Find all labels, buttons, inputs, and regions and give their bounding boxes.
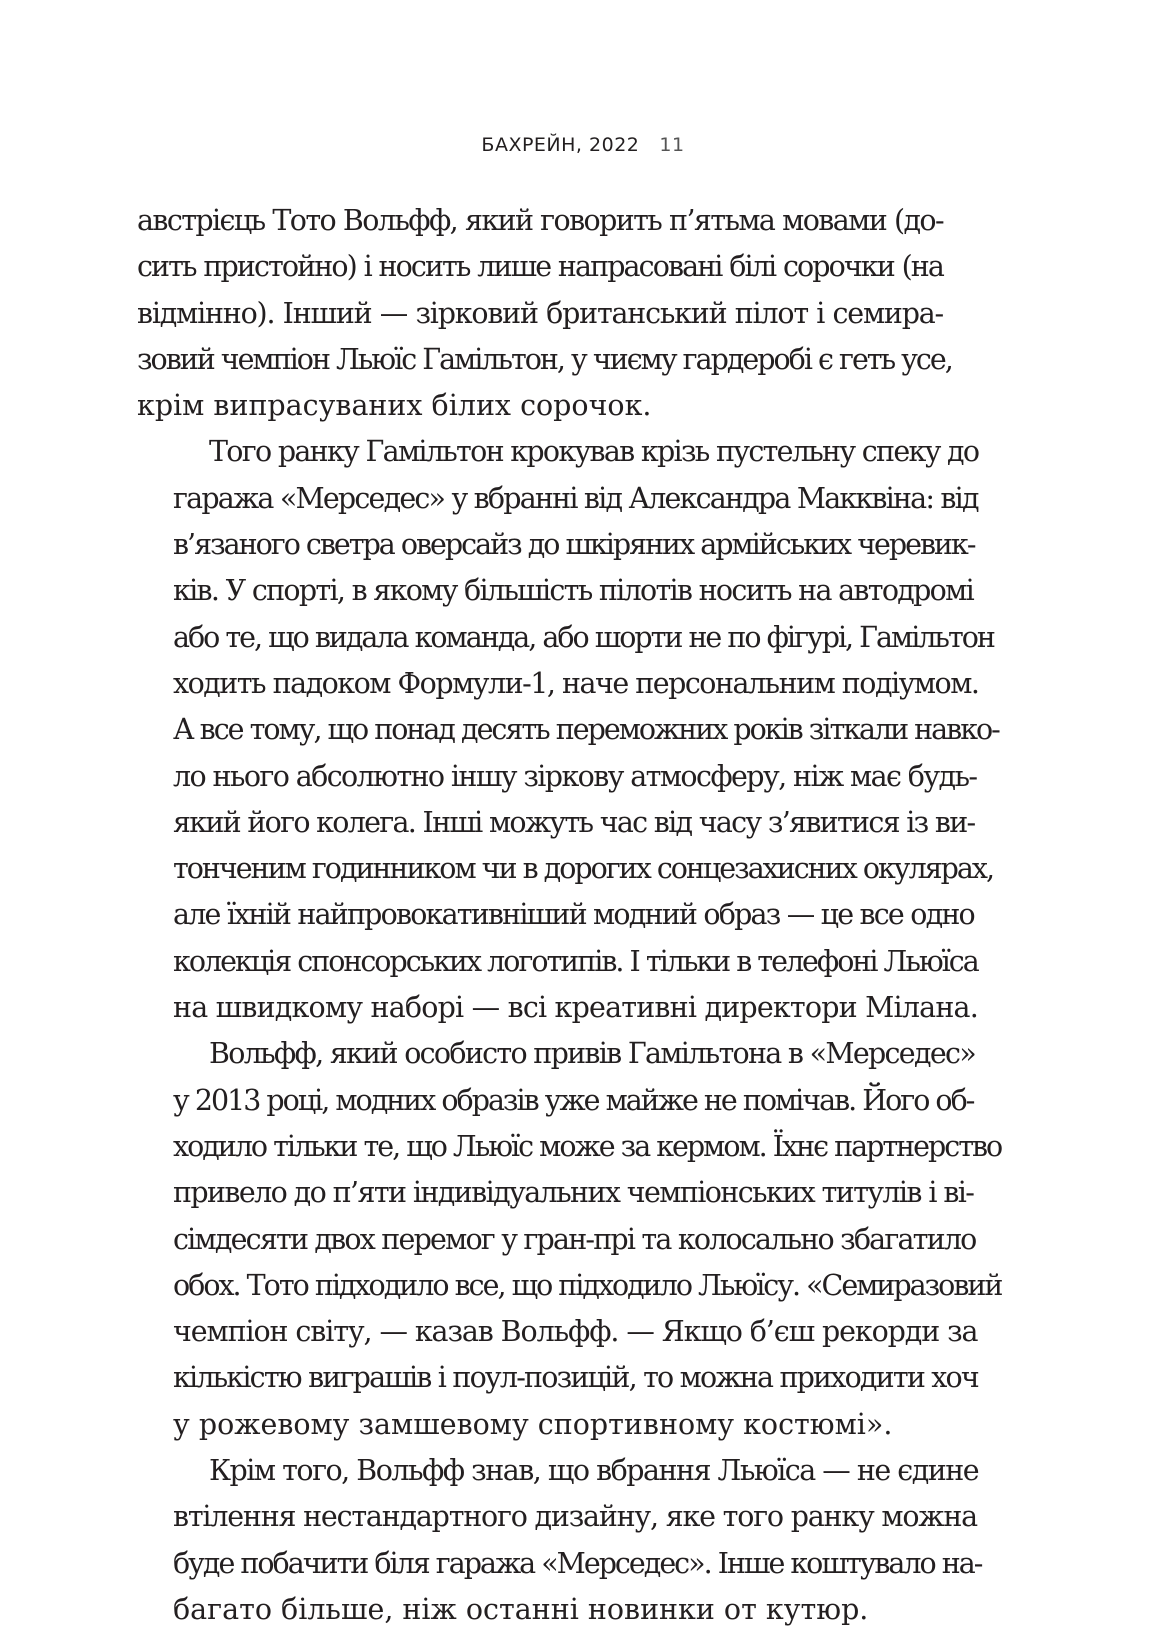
- text-line: зовий чемпіон Льюїс Гамільтон, у чиєму гардеробі є геть усе,: [137, 342, 952, 376]
- text-line: обох. Тото підходило все, що підходило Льюїсу. «Семиразовий: [173, 1268, 1002, 1302]
- text-line: багато більше, ніж останні новинки от кутюр.: [173, 1592, 869, 1626]
- body-text: [137, 198, 1002, 1633]
- text-line: який його колега. Інші можуть час від часу з’явитися із ви-: [173, 805, 975, 839]
- text-line: А все тому, що понад десять переможних років зіткали навко-: [173, 713, 999, 747]
- text-line: ків. У спорті, в якому більшість пілотів носить на автодромі: [173, 574, 974, 608]
- text-line: Крім того, Вольфф знав, що вбрання Льюїса — не єдине: [209, 1454, 979, 1488]
- text-line: сить пристойно) і носить лише напрасовані білі сорочки (на: [137, 250, 943, 284]
- paragraph-2: [137, 429, 999, 1031]
- text-line: ходило тільки те, що Льюїс може за кермом. Їхнє партнерство: [173, 1129, 1002, 1163]
- text-line: але їхній найпровокативніший модний образ — це все одно: [173, 898, 974, 932]
- running-head: [0, 134, 1166, 156]
- page-number: 11: [659, 134, 685, 156]
- text-line: колекція спонсорських логотипів. І тільки в телефоні Льюїса: [173, 944, 978, 978]
- text-line: ло нього абсолютно іншу зіркову атмосферу, ніж має будь-: [173, 759, 977, 793]
- text-line: буде побачити біля гаража «Мерседес». Інше коштувало на-: [173, 1546, 982, 1580]
- text-line: чемпіон світу, — казав Вольфф. — Якщо б’єш рекорди за: [173, 1315, 978, 1349]
- text-line: гаража «Мерседес» у вбранні від Александра Макквіна: від: [173, 481, 978, 515]
- running-title: БАХРЕЙН, 2022: [481, 134, 640, 156]
- text-line: в’язаного светра оверсайз до шкіряних армійських черевик-: [173, 528, 975, 562]
- text-line: втілення нестандартного дизайну, яке того ранку можна: [173, 1500, 977, 1534]
- text-line: у 2013 році, модних образів уже майже не помічав. Його об-: [173, 1083, 974, 1117]
- text-line: ходить падоком Формули-1, наче персональним подіумом.: [173, 666, 979, 700]
- text-line: Того ранку Гамільтон крокував крізь пустельну спеку до: [209, 435, 979, 469]
- text-line: сімдесяти двох перемог у гран-прі та колосально збагатило: [173, 1222, 976, 1256]
- paragraph-1: [137, 198, 952, 429]
- text-line: або те, що видала команда, або шорти не по фігурі, Гамільтон: [173, 620, 994, 654]
- text-line: тонченим годинником чи в дорогих сонцезахисних окулярах,: [173, 852, 994, 886]
- text-line: австрієць Тото Вольфф, який говорить п’ятьма мовами (до-: [137, 204, 943, 237]
- text-line: привело до п’яти індивідуальних чемпіонських титулів і ві-: [173, 1176, 974, 1210]
- text-line: Вольфф, який особисто привів Гамільтона в «Мерседес»: [209, 1037, 975, 1071]
- text-line: крім випрасуваних білих сорочок.: [137, 389, 652, 423]
- text-line: у рожевому замшевому спортивному костюмі».: [173, 1407, 893, 1441]
- text-line: відмінно). Інший — зірковий британський пілот і семира-: [137, 296, 943, 330]
- text-line: кількістю виграшів і поул-позицій, то можна приходити хоч: [173, 1361, 978, 1395]
- paragraph-4: [137, 1448, 982, 1633]
- paragraph-3: [137, 1031, 1002, 1448]
- text-line: на швидкому наборі — всі креативні директори Мілана.: [173, 991, 978, 1025]
